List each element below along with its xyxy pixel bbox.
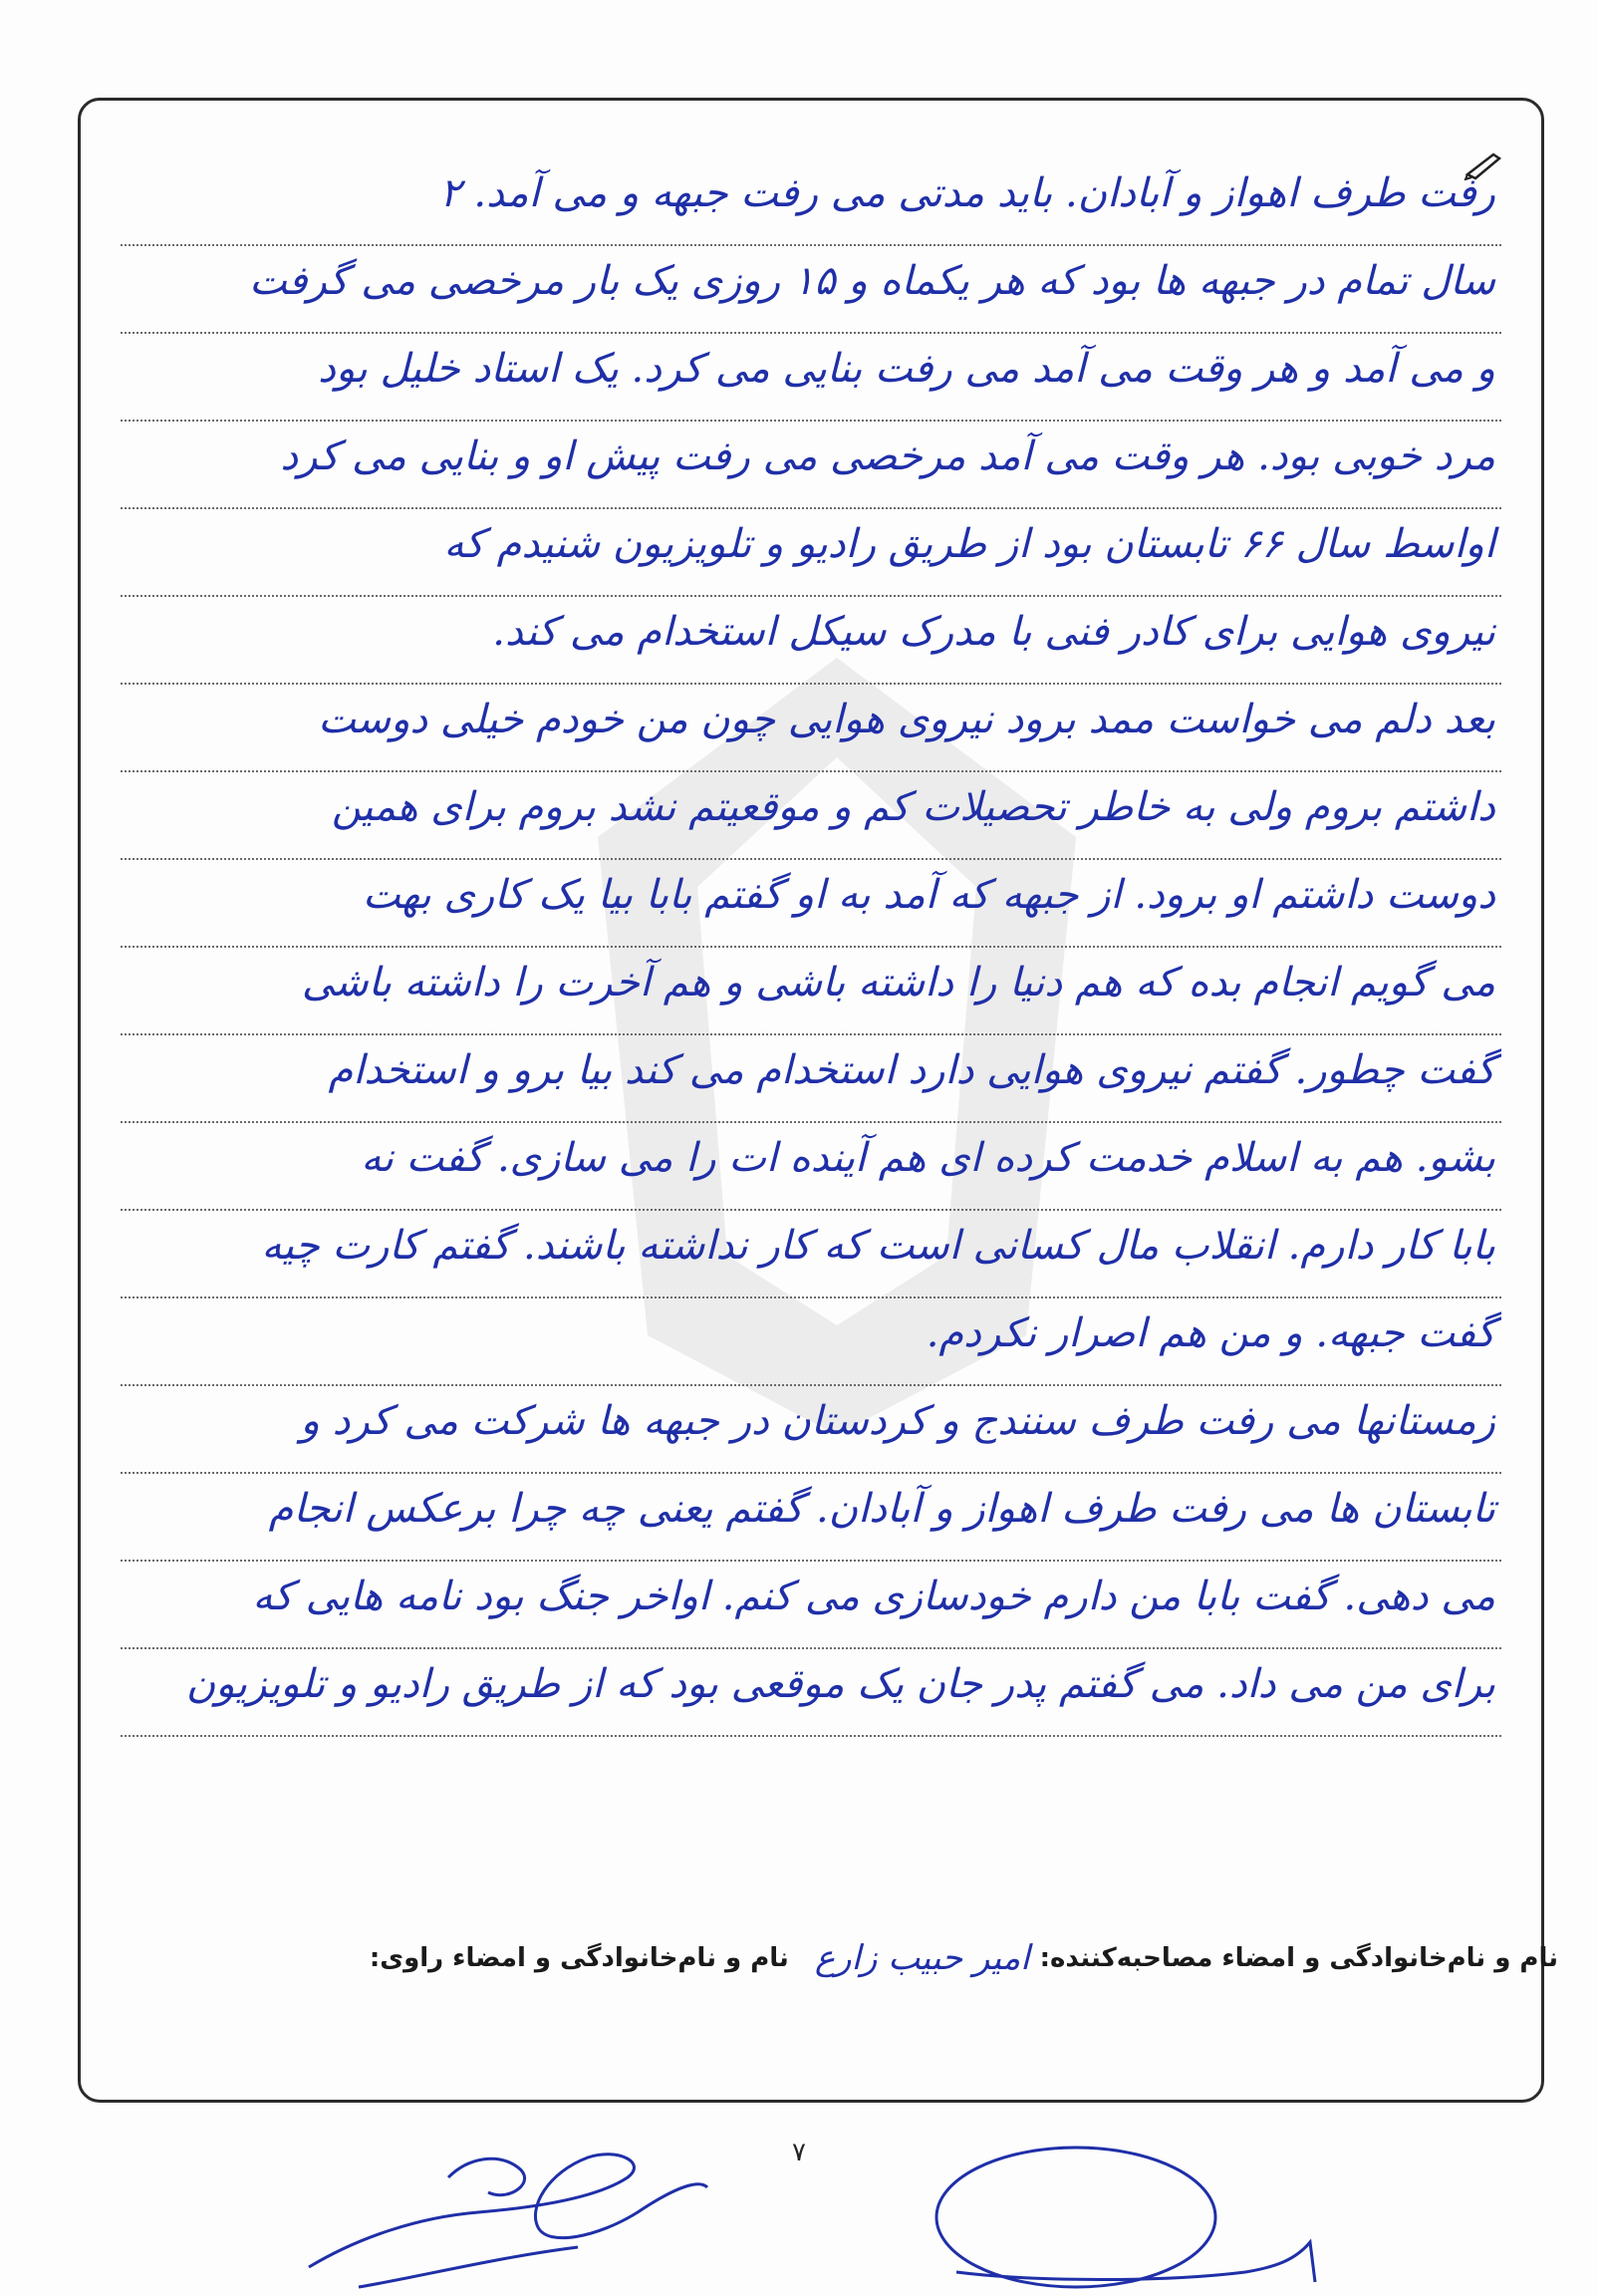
text-line: سال تمام در جبهه ها بود که هر یکماه و ۱۵ روزی یک بار مرخصی می گرفت bbox=[121, 246, 1501, 334]
text-line: مرد خوبی بود. هر وقت می آمد مرخصی می رفت پیش او و بنایی می کرد bbox=[121, 422, 1501, 509]
text-line: تابستان ها می رفت طرف اهواز و آبادان. گفتم یعنی چه چرا برعکس انجام bbox=[121, 1474, 1501, 1562]
text-line: بابا کار دارم. انقلاب مال کسانی است که کار نداشته باشند. گفتم کارت چیه bbox=[121, 1211, 1501, 1298]
handwritten-body bbox=[121, 158, 1501, 1737]
text-line: گفت چطور. گفتم نیروی هوایی دارد استخدام می کند بیا برو و استخدام bbox=[121, 1035, 1501, 1123]
text-line: داشتم بروم ولی به خاطر تحصیلات کم و موقعیتم نشد بروم برای همین bbox=[121, 772, 1501, 860]
text-line: گفت جبهه. و من هم اصرار نکردم. bbox=[121, 1298, 1501, 1386]
text-line: اواسط سال ۶۶ تابستان بود از طریق رادیو و تلویزیون شنیدم که bbox=[121, 509, 1501, 597]
signature-scribble-left bbox=[299, 2118, 717, 2296]
text-line: دوست داشتم او برود. از جبهه که آمد به او گفتم بابا بیا یک کاری بهت bbox=[121, 860, 1501, 948]
text-line: می دهی. گفت بابا من دارم خودسازی می کنم. اواخر جنگ بود نامه هایی که bbox=[121, 1562, 1501, 1649]
narrator-label: نام و نام‌خانوادگی و امضاء راوی: bbox=[369, 1943, 789, 1973]
text-line: رفت طرف اهواز و آبادان. باید مدتی می رفت جبهه و می آمد. ۲ bbox=[121, 158, 1501, 246]
text-line: می گویم انجام بده که هم دنیا را داشته باشی و هم آخرت را داشته باشی bbox=[121, 948, 1501, 1035]
signature-footer bbox=[60, 1928, 1558, 1988]
text-line: بعد دلم می خواست ممد برود نیروی هوایی چون من خودم خیلی دوست bbox=[121, 685, 1501, 772]
text-line: برای من می داد. می گفتم پدر جان یک موقعی بود که از طریق رادیو و تلویزیون bbox=[121, 1649, 1501, 1737]
interviewer-label: نام و نام‌خانوادگی و امضاء مصاحبه‌کننده: bbox=[1039, 1943, 1558, 1973]
signature-scribble-right bbox=[917, 2133, 1345, 2296]
text-line: بشو. هم به اسلام خدمت کرده ای هم آینده ات را می سازی. گفت نه bbox=[121, 1123, 1501, 1211]
text-line: زمستانها می رفت طرف سنندج و کردستان در جبهه ها شرکت می کرد و bbox=[121, 1386, 1501, 1474]
text-line: و می آمد و هر وقت می آمد می رفت بنایی می کرد. یک استاد خلیل بود bbox=[121, 334, 1501, 422]
interviewer-signature: امیر حبیب زارع bbox=[814, 1938, 1030, 1978]
page-frame bbox=[78, 98, 1544, 2103]
page-number: ۷ bbox=[792, 2138, 806, 2167]
text-line: نیروی هوایی برای کادر فنی با مدرک سیکل استخدام می کند. bbox=[121, 597, 1501, 685]
